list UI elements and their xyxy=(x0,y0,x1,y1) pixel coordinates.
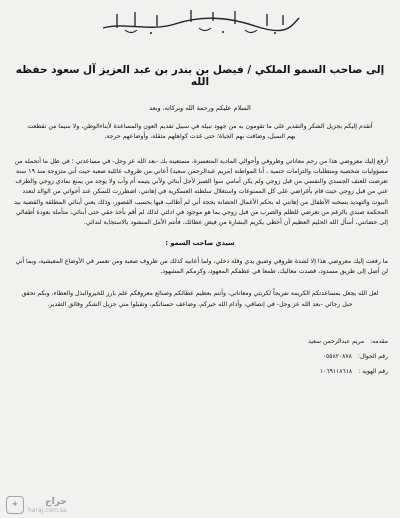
paragraph-closing: لعل الله يجعل بمساعدتكم الكريمة تفريجاً لكربتي ومعاناتي، وأنتم بعظيم عطائكم وصنائع معروفكم علم بارز للخيروالبذل والعطاء، وبكم تحقق حبل رجائي -بعد الله عز وجل- في إنصافي، وأدام الله خيركم، وضاعف حسناتكم، وتقبلوا مني جزيل الشكر وفائق التقدير. xyxy=(21,290,379,308)
id-line xyxy=(12,364,388,379)
paragraph-request: أرفع إليك معروضي هذا من رحم معاناتي وظروفي وأحوالي المادية المتعسرة، مستعينة بك -بعد الله عز وجل- في مساعدتي ؛ في ظل ما أتحمله من مسؤوليات شخصية ومتطلبات والتزامات حتمية ، أنا المواطنة (مريم عبدالرحمن سعيد) أعاني من ظروف عائلية صعبة حيث أني متزوجة منذ ١٩ سنة تعرضت للعنف الجسدي والنفسي من قبل زوجي ولم يكن أمامي سوا الصبر لأجل أبنائي ولأني يتيمه أم وأب ولا يوجد من يمنع تمادي زوجي والطرف عني من قبل زوجي حيث قام بأغراضي على كل الممنوعات واستغلال سلطته العسكرية في إهانتي، اضطررت للسكن عند أخواتي من الوالد لتعدد البيوت والتهديد بسحبه الأطفال من إهانتي له بحكم الأعمال الحضانة بحجة أني لم أطالب فيها بحسب القصور، وذلك يعني أبنائي المطلقة والقضية بيد المحكمة صندي بالرغم من تعرضي للظلم والضرب من قبل زوجي بما هو موجود في ادلتي لذلك لم أقم بأخذ حقي حتى أبنائي، متأملة بعودة أطفالي إلى حضانتي، أسأل الله الحليم العظيم أن أحظى بكريم البشارة من فيض عطائك، فأنتم الأمل المنشود بالاستجابة لندائي. xyxy=(14,157,388,227)
watermark-logo-icon: ✦ xyxy=(6,496,24,514)
signature-block xyxy=(12,334,388,379)
mobile-number: ٠٥٥٨٢٠٨٧٨ xyxy=(322,352,352,360)
basmala-calligraphy xyxy=(12,6,388,36)
sender-name: مريم عبدالرحمن سعيد xyxy=(308,337,365,345)
addressee-line: إلى صاحب السمو الملكي / فيصل بن بندر بن عبد العزيز آل سعود حفظه الله xyxy=(15,64,385,88)
paragraph-circumstances: ما رفعت إليك معروضي هذا إلا لشدة ظروفي وضيق يدي وقلة دخلي، ولما أعانيه كذلك من ظروف صعبة ومن تعسر في الأوضاع المعيشية، وبما أني لن أصل إلى طريق مسدود، قصدت معاليك، طمعا في عطفكم المعهود، وكرمكم المشهود. xyxy=(15,257,388,275)
id-number: ١٠٦٩١١٨٦١٨ xyxy=(319,367,353,375)
sender-label: مقدمه: xyxy=(370,337,388,345)
section-heading: سيدي صاحب السمو : xyxy=(165,238,235,247)
id-label: رقم الهويه : xyxy=(358,367,388,375)
sender-line xyxy=(12,334,388,349)
watermark-domain: haraj.com.sa xyxy=(28,506,67,514)
watermark-text: حراج xyxy=(45,496,67,507)
mobile-line xyxy=(12,349,388,364)
greeting: السلام عليكم ورحمة الله وبركاته، وبعد xyxy=(149,104,251,112)
mobile-label: رقم الجوال: xyxy=(357,352,388,360)
site-watermark xyxy=(6,496,67,514)
paragraph-thanks: أتقدم إليكم بجزيل الشكر والتقدير على ما تقومون به من جهود نبيلة في سبيل تقديم العون والمساعدة لأبناءالوطن، ولا سيما من تقطعت بهم السبل، وضاقت بهم الحياة؛ حتى غدت كواهلهم مثقلة، وأوضاعهم حرجة. xyxy=(27,123,373,141)
